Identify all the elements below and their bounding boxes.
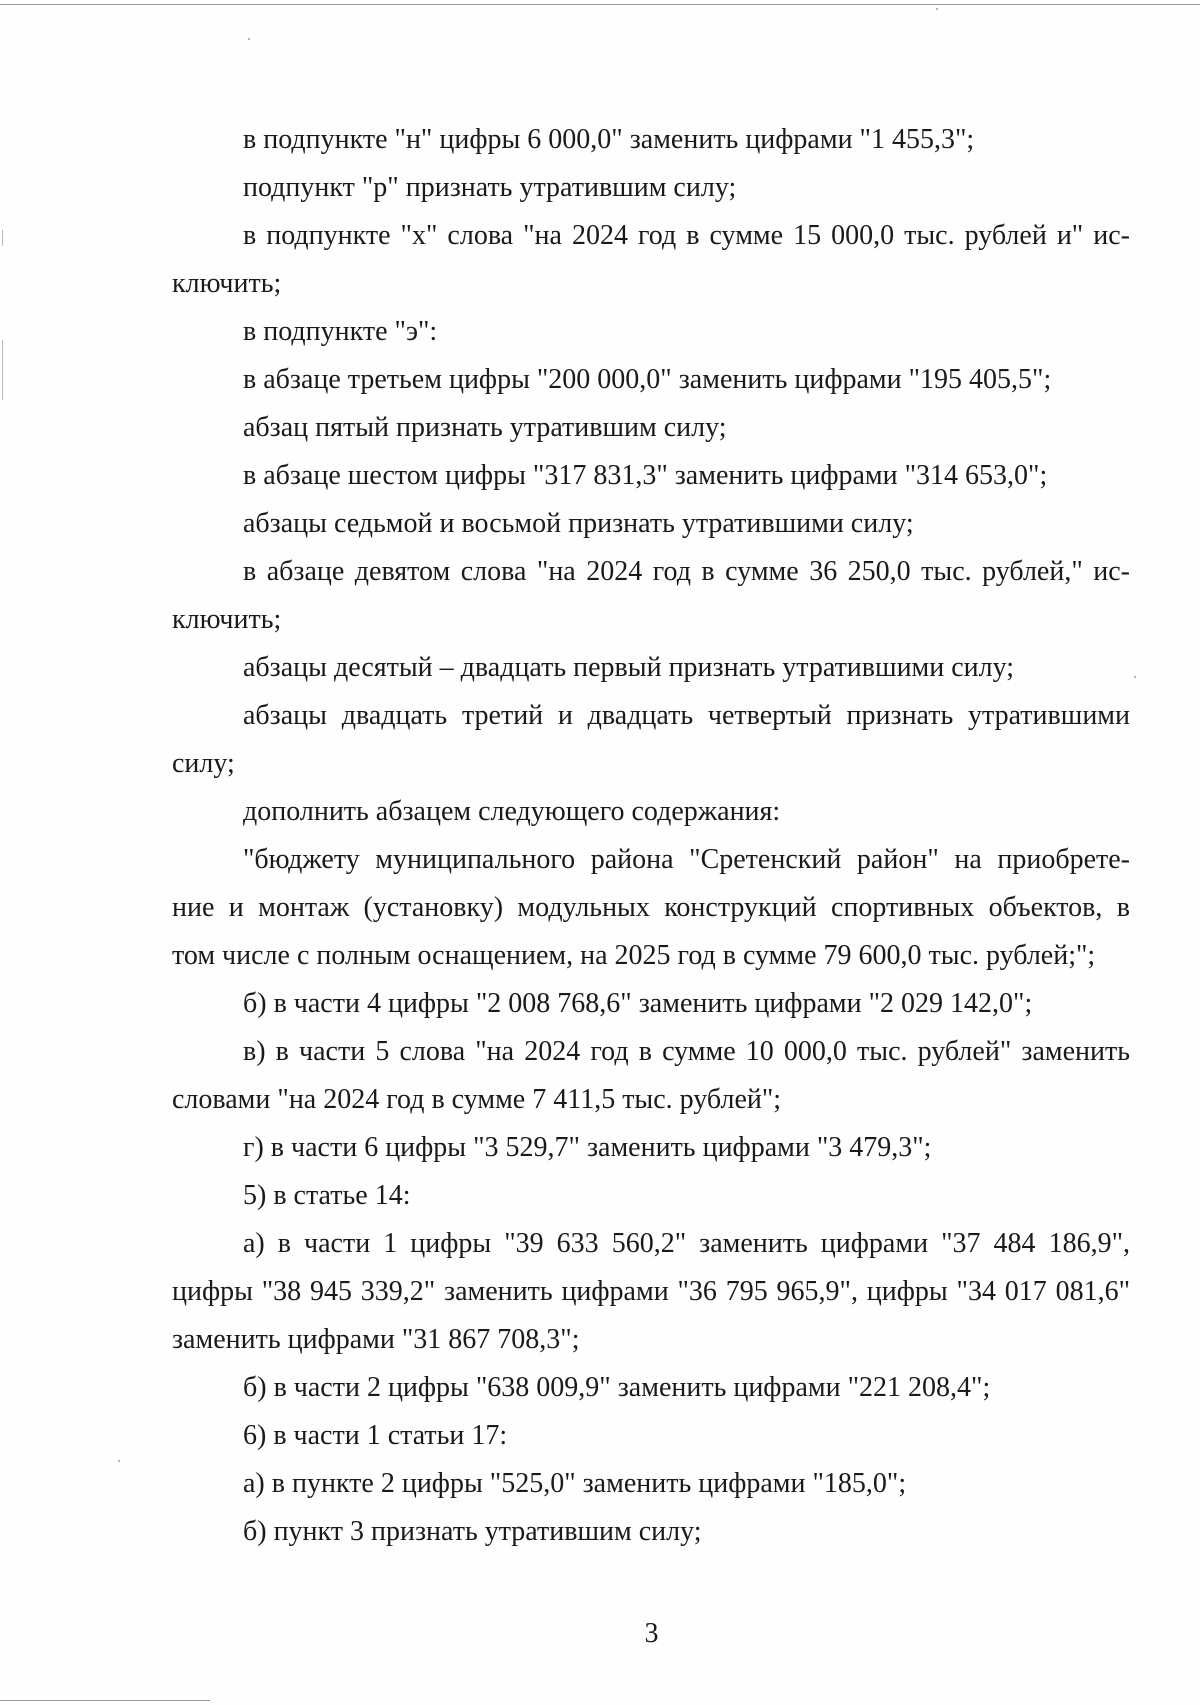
- paragraph: том числе с полным оснащением, на 2025 год в сумме 79 600,0 тыс. рублей;";: [172, 940, 1096, 971]
- scan-speck: [248, 38, 250, 40]
- paragraph: словами "на 2024 год в сумме 7 411,5 тыс. рублей";: [172, 1084, 782, 1115]
- paragraph: "бюджету муниципального района "Сретенский район" на приобрете-: [243, 844, 1130, 875]
- document-body: [172, 116, 1130, 1556]
- paragraph: в абзаце девятом слова "на 2024 год в сумме 36 250,0 тыс. рублей," ис-: [243, 556, 1130, 587]
- paragraph: б) пункт 3 признать утратившим силу;: [243, 1516, 702, 1547]
- scan-bottom-edge: [0, 1700, 210, 1701]
- scan-speck: [1134, 676, 1136, 678]
- scan-top-edge: [0, 4, 1200, 5]
- page-number: 3: [644, 1618, 659, 1649]
- paragraph: а) в пункте 2 цифры "525,0" заменить цифрами "185,0";: [243, 1468, 907, 1499]
- paragraph: абзацы двадцать третий и двадцать четвертый признать утратившими: [243, 700, 1130, 731]
- paragraph: а) в части 1 цифры "39 633 560,2" заменить цифрами "37 484 186,9",: [243, 1228, 1130, 1259]
- paragraph: в подпункте "н" цифры 6 000,0" заменить цифрами "1 455,3";: [243, 124, 975, 155]
- paragraph: г) в части 6 цифры "3 529,7" заменить цифрами "3 479,3";: [243, 1132, 932, 1163]
- paragraph: в подпункте "х" слова "на 2024 год в сумме 15 000,0 тыс. рублей и" ис-: [243, 220, 1130, 251]
- paragraph: подпункт "р" признать утратившим силу;: [243, 172, 737, 203]
- paragraph: в) в части 5 слова "на 2024 год в сумме 10 000,0 тыс. рублей" заменить: [243, 1036, 1130, 1067]
- paragraph: б) в части 4 цифры "2 008 768,6" заменить цифрами "2 029 142,0";: [243, 988, 1033, 1019]
- paragraph: в подпункте "э":: [243, 316, 438, 347]
- paragraph: 6) в части 1 статьи 17:: [243, 1420, 508, 1451]
- paragraph: ключить;: [172, 604, 282, 635]
- paragraph: заменить цифрами "31 867 708,3";: [172, 1324, 580, 1355]
- scan-speck: [936, 8, 938, 10]
- paragraph: ключить;: [172, 268, 282, 299]
- paragraph: б) в части 2 цифры "638 009,9" заменить цифрами "221 208,4";: [243, 1372, 991, 1403]
- paragraph: дополнить абзацем следующего содержания:: [243, 796, 781, 827]
- scan-margin-mark: [2, 230, 3, 246]
- paragraph: цифры "38 945 339,2" заменить цифрами "36 795 965,9", цифры "34 017 081,6": [172, 1276, 1130, 1307]
- paragraph: силу;: [172, 748, 235, 779]
- paragraph: абзацы десятый – двадцать первый признать утратившими силу;: [243, 652, 1015, 683]
- paragraph: абзац пятый признать утратившим силу;: [243, 412, 727, 443]
- paragraph: ние и монтаж (установку) модульных конструкций спортивных объектов, в: [172, 892, 1130, 923]
- paragraph: 5) в статье 14:: [243, 1180, 411, 1211]
- paragraph: в абзаце шестом цифры "317 831,3" заменить цифрами "314 653,0";: [243, 460, 1048, 491]
- paragraph: абзацы седьмой и восьмой признать утратившими силу;: [243, 508, 914, 539]
- scan-speck: [118, 1460, 120, 1462]
- scan-margin-mark: [2, 340, 3, 400]
- paragraph: в абзаце третьем цифры "200 000,0" заменить цифрами "195 405,5";: [243, 364, 1052, 395]
